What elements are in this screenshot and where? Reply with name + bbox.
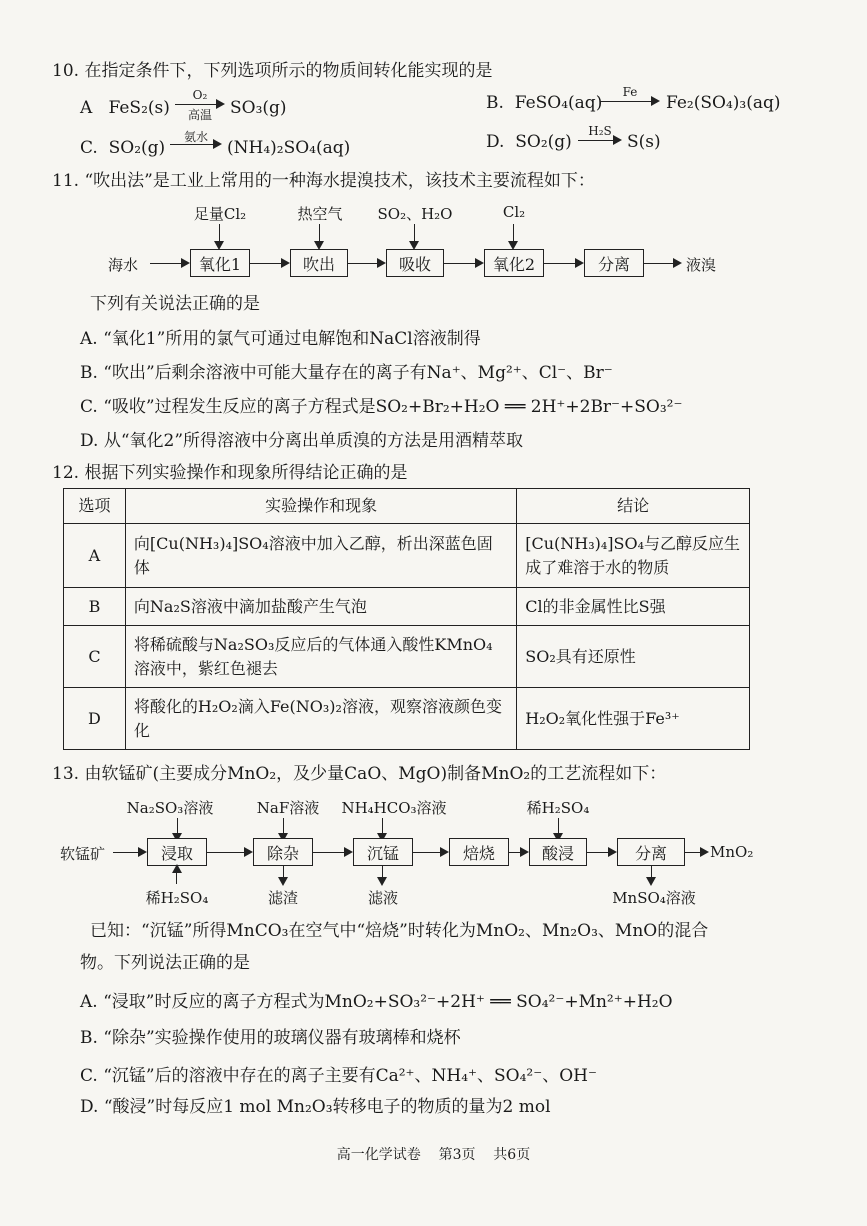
q13-box-separate: 分离 [617,838,685,866]
q13-flow-arrow-3 [413,852,447,853]
q12-row-d-conclusion: H₂O₂氧化性强于Fe³⁺ [517,688,750,750]
q13-flow-arrow-6 [685,852,707,853]
q13-flow-arrow-2 [313,852,351,853]
q13-box-purify: 除杂 [253,838,313,866]
q10-option-b [486,92,602,114]
q12-row-b-conclusion: Cl的非金属性比S强 [517,588,750,626]
table-row [64,524,750,588]
q12-row-a-conclusion: [Cu(NH₃)₄]SO₄与乙醇反应生成了难溶于水的物质 [517,524,750,588]
q11-box-oxidation1: 氧化1 [190,249,250,277]
q13-bottom-4: MnSO₄溶液 [612,889,696,907]
q11-box-separation: 分离 [584,249,644,277]
q11-input-1: 足量Cl₂ [193,205,247,223]
q12-row-a-option: A [64,524,126,588]
q11-option-d: D. 从“氧化2”所得溶液中分离出单质溴的方法是用酒精萃取 [80,431,524,451]
q13-box-acid-leach: 酸浸 [529,838,587,866]
q11-flow-arrow-4 [544,263,582,264]
q12-row-b-option: B [64,588,126,626]
q10-b-condition-top: Fe [622,85,638,99]
q13-flow-end: MnO₂ [710,843,754,861]
q13-box-roast: 焙烧 [449,838,509,866]
q13-option-b: B. “除杂”实验操作使用的玻璃仪器有玻璃棒和烧杯 [80,1028,461,1048]
q13-down-arrow-mnso4 [651,866,652,884]
q12-stem: 12. 根据下列实验操作和现象所得结论正确的是 [52,463,408,483]
q13-flow-start: 软锰矿 [60,845,106,863]
q12-header-row [64,489,750,524]
q11-flow-arrow-3 [444,263,482,264]
q11-down-arrow-2 [319,224,320,248]
q10-c-left: SO₂(g) [108,138,166,158]
q10-stem: 10. 在指定条件下，下列选项所示的物质间转化能实现的是 [52,61,493,81]
q13-down-arrow-4 [558,818,559,840]
q11-option-a: A. “氧化1”所用的氯气可通过电解饱和NaCl溶液制得 [80,329,481,349]
q11-input-3: SO₂、H₂O [377,205,453,223]
q12-row-b-operation: 向Na₂S溶液中滴加盐酸产生气泡 [125,588,516,626]
q13-known-line-1: 已知：“沉锰”所得MnCO₃在空气中“焙烧”时转化为MnO₂、Mn₂O₃、MnO的混合 [90,921,709,941]
q10-option-a [80,97,170,119]
q11-flow-arrow-5 [644,263,680,264]
q12-row-c-option: C [64,626,126,688]
q13-top-input-4: 稀H₂SO₄ [526,799,590,817]
q10-a-left: FeS₂(s) [108,98,170,118]
table-row [64,588,750,626]
q13-down-arrow-2 [283,818,284,840]
q11-flow-arrow-1 [250,263,288,264]
q10-d-right: S(s) [627,132,661,152]
q10-a-right: SO₃(g) [230,98,287,118]
q13-stem: 13. 由软锰矿(主要成分MnO₂，及少量CaO、MgO)制备MnO₂的工艺流程如下： [52,764,667,784]
q11-stem: 11. “吹出法”是工业上常用的一种海水提溴技术，该技术主要流程如下： [52,171,595,191]
q13-known-line-2: 物。下列说法正确的是 [80,953,250,973]
q10-c-right: (NH₄)₂SO₄(aq) [227,138,351,158]
q13-bottom-3: 滤液 [367,889,398,907]
q10-a-condition-bottom: 高温 [187,108,212,122]
q13-option-c: C. “沉锰”后的溶液中存在的离子主要有Ca²⁺、NH₄⁺、SO₄²⁻、OH⁻ [80,1066,597,1086]
q10-d-left: SO₂(g) [515,132,572,152]
q13-down-arrow-residue [283,866,284,884]
q13-box-leach: 浸取 [147,838,207,866]
table-row [64,688,750,750]
q13-flow-arrow-0 [113,852,145,853]
q12-row-a-operation: 向[Cu(NH₃)₄]SO₄溶液中加入乙醇，析出深蓝色固体 [125,524,516,588]
q11-option-b: B. “吹出”后剩余溶液中可能大量存在的离子有Na⁺、Mg²⁺、Cl⁻、Br⁻ [80,363,613,383]
q13-flow-arrow-1 [207,852,251,853]
q13-up-arrow-leach [176,866,177,884]
q11-down-arrow-4 [513,224,514,248]
q10-c-arrow [170,144,220,145]
q12-table [63,488,750,750]
q13-box-precipitate: 沉锰 [353,838,413,866]
q10-d-condition-top: H₂S [588,124,612,138]
q11-flow-arrow-2 [348,263,384,264]
q12-header-operation: 实验操作和现象 [125,489,516,524]
q10-option-c [80,137,165,159]
q13-down-arrow-filtrate [382,866,383,884]
q13-bottom-2: 滤渣 [267,889,298,907]
q10-b-label: B. [486,93,504,113]
q13-flow-arrow-5 [587,852,615,853]
q10-option-d [486,131,572,153]
q10-b-right: Fe₂(SO₄)₃(aq) [666,93,781,113]
q10-b-arrow [600,101,658,102]
q11-flow-end: 液溴 [686,256,717,274]
q10-d-label: D. [486,132,505,152]
q11-question: 下列有关说法正确的是 [90,294,260,314]
q10-a-condition-top: O₂ [192,88,208,102]
q13-down-arrow-3 [382,818,383,840]
q11-flow-start: 海水 [108,256,139,274]
q11-input-2: 热空气 [297,205,343,223]
table-row [64,626,750,688]
q10-a-arrow [175,104,223,105]
q11-box-absorption: 吸收 [386,249,444,277]
q10-b-left: FeSO₄(aq) [514,93,603,113]
q12-row-d-option: D [64,688,126,750]
q10-c-label: C. [80,138,98,158]
q10-c-condition-top: 氨水 [183,130,208,144]
q13-top-input-1: Na₂SO₃溶液 [126,799,214,817]
q13-top-input-3: NH₄HCO₃溶液 [341,799,447,817]
page-footer: 高一化学试卷 第3页 共6页 [336,1147,531,1163]
q13-top-input-2: NaF溶液 [256,799,320,817]
q11-down-arrow-1 [219,224,220,248]
q11-option-c: C. “吸收”过程发生反应的离子方程式是SO₂+Br₂+H₂O ══ 2H⁺+2Br⁻+SO₃²⁻ [80,397,683,417]
q11-flow-arrow-0 [150,263,188,264]
q10-d-arrow [578,140,620,141]
q12-row-c-conclusion: SO₂具有还原性 [517,626,750,688]
q11-box-oxidation2: 氧化2 [484,249,544,277]
q13-flow-arrow-4 [509,852,527,853]
q13-bottom-1: 稀H₂SO₄ [145,889,209,907]
q13-option-a: A. “浸取”时反应的离子方程式为MnO₂+SO₃²⁻+2H⁺ ══ SO₄²⁻+Mn²⁺+H₂O [80,992,673,1012]
q11-box-blowout: 吹出 [290,249,348,277]
q11-input-4: Cl₂ [502,203,526,221]
q12-header-option: 选项 [64,489,126,524]
q11-down-arrow-3 [414,224,415,248]
q12-row-c-operation: 将稀硫酸与Na₂SO₃反应后的气体通入酸性KMnO₄溶液中，紫红色褪去 [125,626,516,688]
q13-option-d: D. “酸浸”时每反应1 mol Mn₂O₃转移电子的物质的量为2 mol [80,1097,551,1117]
q12-header-conclusion: 结论 [517,489,750,524]
q10-a-label: A [80,98,93,118]
q12-row-d-operation: 将酸化的H₂O₂滴入Fe(NO₃)₂溶液，观察溶液颜色变化 [125,688,516,750]
q13-down-arrow-1 [177,818,178,840]
